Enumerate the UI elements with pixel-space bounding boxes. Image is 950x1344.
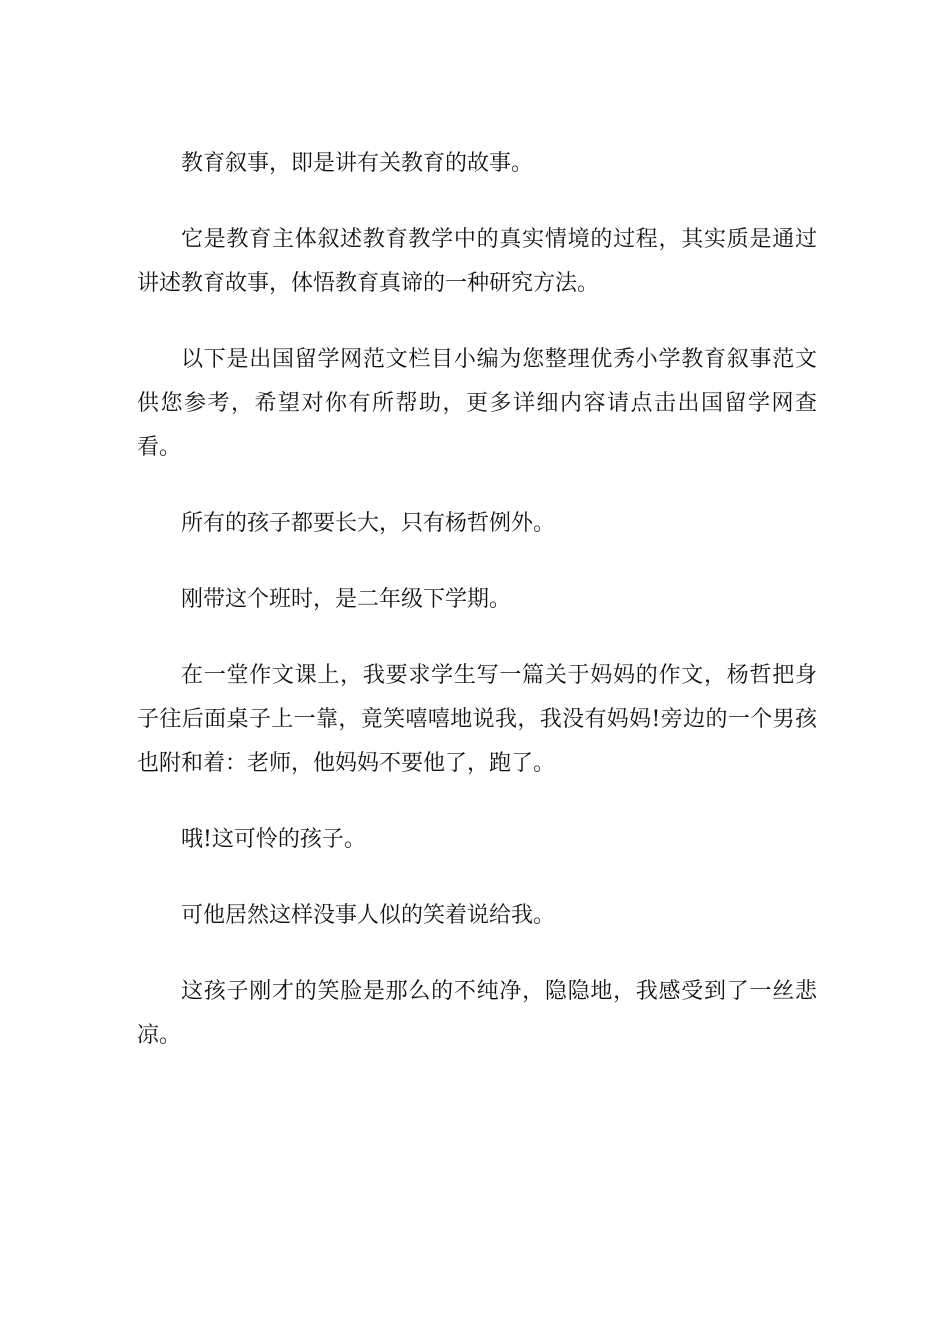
paragraph-5: 刚带这个班时，是二年级下学期。	[181, 587, 512, 612]
paragraph-8: 可他居然这样没事人似的笑着说给我。	[181, 903, 556, 928]
paragraph-4: 所有的孩子都要长大，只有杨哲例外。	[181, 511, 556, 536]
document-body	[137, 142, 817, 1090]
paragraph-9: 这孩子刚才的笑脸是那么的不纯净，隐隐地，我感受到了一丝悲凉。	[137, 979, 817, 1048]
paragraph-3: 以下是出国留学网范文栏目小编为您整理优秀小学教育叙事范文供您参考，希望对你有所帮助，更多详细内容请点击出国留学网查看。	[137, 347, 817, 460]
paragraph-7: 哦!这可怜的孩子。	[181, 827, 366, 852]
paragraph-6: 在一堂作文课上，我要求学生写一篇关于妈妈的作文，杨哲把身子往后面桌子上一靠，竟笑嘻嘻地说我，我没有妈妈!旁边的一个男孩也附和着：老师，他妈妈不要他了，跑了。	[137, 663, 817, 776]
paragraph-1: 教育叙事，即是讲有关教育的故事。	[181, 151, 534, 176]
paragraph-2: 它是教育主体叙述教育教学中的真实情境的过程，其实质是通过讲述教育故事，体悟教育真谛的一种研究方法。	[137, 227, 817, 296]
